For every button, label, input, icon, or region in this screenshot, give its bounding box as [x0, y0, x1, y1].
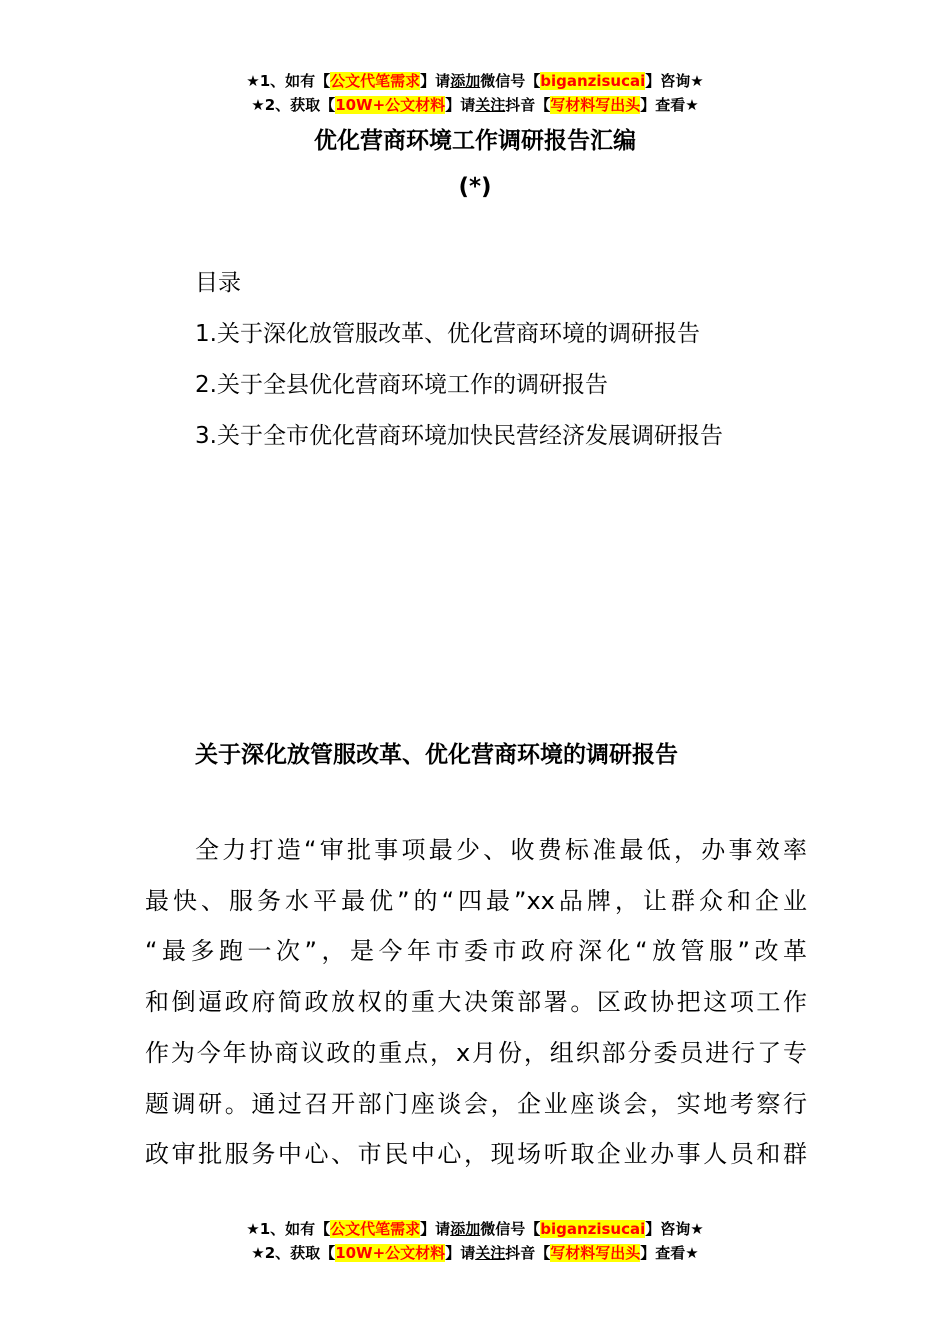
- body-paragraph: [145, 825, 807, 1180]
- ad-footer-line-2-suffix: 】查看★: [640, 1244, 699, 1262]
- ad-footer-line-2-prefix: ★2、获取【: [251, 1244, 336, 1262]
- ad-footer-line-2-underlined: 关注: [475, 1244, 506, 1262]
- table-of-contents: [195, 258, 723, 462]
- ad-line-2-highlight: 10W+公文材料: [335, 96, 446, 114]
- ad-line-2-middle-2: 抖音【: [505, 96, 551, 114]
- ad-footer-line-2-middle-2: 抖音【: [505, 1244, 551, 1262]
- section-title: 关于深化放管服改革、优化营商环境的调研报告: [195, 742, 678, 768]
- toc-heading: 目录: [195, 270, 241, 296]
- paragraph-line: “最多跑一次”，是今年市委市政府深化“放管服”改革: [145, 937, 807, 966]
- ad-footer-line-1-middle-2: 微信号【: [480, 1220, 541, 1238]
- ad-footer-line-1-highlight: 公文代笔需求: [330, 1220, 421, 1238]
- ad-line-2-suffix: 】查看★: [640, 96, 699, 114]
- ad-banner-footer-line-2: [0, 1242, 950, 1264]
- paragraph-line: 和倒逼政府简政放权的重大决策部署。区政协把这项工作: [145, 988, 807, 1017]
- ad-footer-line-1-suffix: 】咨询★: [645, 1220, 704, 1238]
- toc-item: 3.关于全市优化营商环境加快民营经济发展调研报告: [195, 423, 723, 449]
- ad-line-1-wechat-id: biganzisucai: [540, 72, 646, 90]
- ad-banner-line-2: [0, 94, 950, 116]
- ad-line-2-middle: 】请: [445, 96, 476, 114]
- ad-footer-line-1-wechat-id: biganzisucai: [540, 1220, 646, 1238]
- ad-footer-line-1-prefix: ★1、如有【: [246, 1220, 331, 1238]
- ad-line-2-underlined: 关注: [475, 96, 506, 114]
- ad-line-1-middle-2: 微信号【: [480, 72, 541, 90]
- ad-footer-line-1-middle: 】请: [420, 1220, 451, 1238]
- ad-banner-footer-line-1: [0, 1218, 950, 1240]
- ad-line-1-suffix: 】咨询★: [645, 72, 704, 90]
- ad-line-1-underlined: 添加: [450, 72, 481, 90]
- ad-footer-line-2-middle: 】请: [445, 1244, 476, 1262]
- ad-line-2-douyin-id: 写材料写出头: [550, 96, 641, 114]
- ad-line-1-middle: 】请: [420, 72, 451, 90]
- ad-footer-line-2-highlight: 10W+公文材料: [335, 1244, 446, 1262]
- toc-item: 2.关于全县优化营商环境工作的调研报告: [195, 372, 608, 398]
- paragraph-line: 全力打造“审批事项最少、收费标准最低，办事效率: [195, 836, 807, 864]
- document-subtitle: (*): [458, 174, 492, 200]
- ad-line-1-highlight: 公文代笔需求: [330, 72, 421, 90]
- paragraph-line: 最快、服务水平最优”的“四最”xx品牌，让群众和企业: [145, 886, 807, 915]
- paragraph-line: 作为今年协商议政的重点，x月份，组织部分委员进行了专: [145, 1038, 807, 1067]
- toc-item: 1.关于深化放管服改革、优化营商环境的调研报告: [195, 321, 700, 347]
- ad-footer-line-1-underlined: 添加: [450, 1220, 481, 1238]
- ad-footer-line-2-douyin-id: 写材料写出头: [550, 1244, 641, 1262]
- paragraph-line: 政审批服务中心、市民中心，现场听取企业办事人员和群: [145, 1140, 807, 1169]
- ad-line-2-prefix: ★2、获取【: [251, 96, 336, 114]
- paragraph-line: 题调研。通过召开部门座谈会，企业座谈会，实地考察行: [145, 1089, 807, 1118]
- ad-banner-line-1: [0, 70, 950, 92]
- document-title: 优化营商环境工作调研报告汇编: [314, 128, 636, 154]
- ad-line-1-prefix: ★1、如有【: [246, 72, 331, 90]
